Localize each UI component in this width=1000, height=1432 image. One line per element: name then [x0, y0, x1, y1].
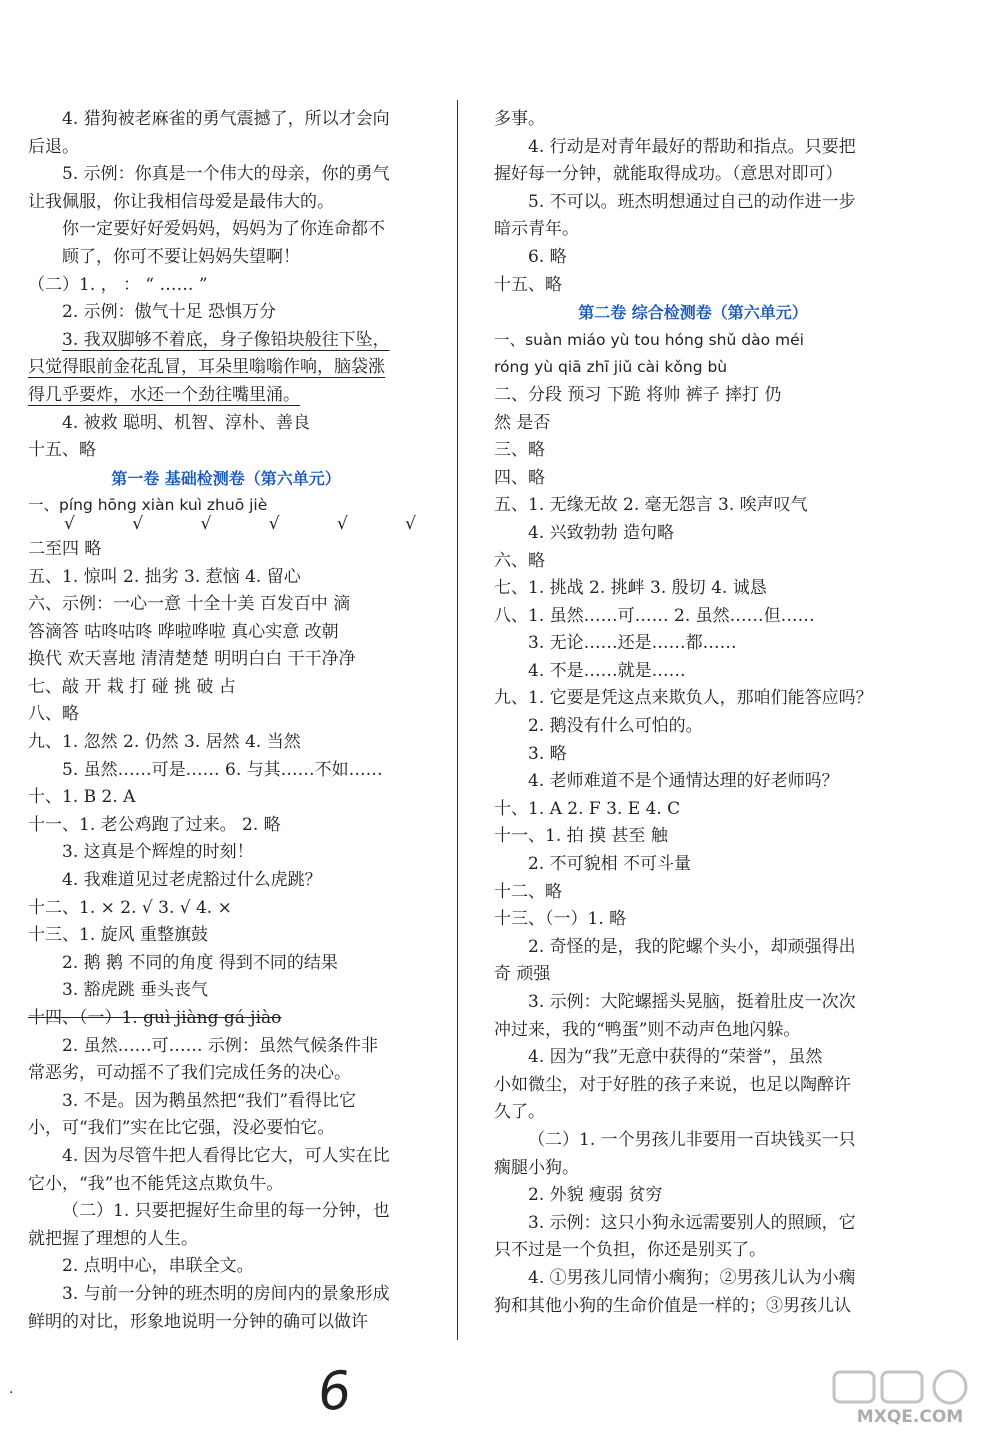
answer-line: （二）1. ， ： “ …… ”: [28, 274, 208, 295]
answer-line: 七、1. 挑战 2. 挑衅 3. 殷切 4. 诚恳: [494, 578, 767, 599]
answer-line: 八、略: [28, 704, 79, 725]
answer-line: 5. 不可以。班杰明想通过自己的动作进一步: [528, 191, 856, 212]
answer-line: 二至四 略: [28, 538, 102, 559]
answer-line: 2. 鹅 鹅 不同的角度 得到不同的结果: [62, 952, 338, 973]
answer-line: 4. 我难道见过老虎豁过什么虎跳？: [62, 870, 322, 891]
answer-line: róng yù qiā zhī jiǔ cài kǒng bù: [494, 358, 728, 377]
answer-line: 十二、1. × 2. √ 3. √ 4. ×: [28, 897, 232, 918]
answer-line: 十三、（一）1. 略: [494, 909, 627, 930]
answer-line: 3. 示例：这只小狗永远需要别人的照顾，它: [528, 1212, 856, 1233]
answer-line: 暗示青年。: [494, 219, 579, 240]
answer-line: 握好每一分钟，就能取得成功。（意思对即可）: [494, 164, 843, 185]
answer-line: 三、略: [494, 440, 545, 461]
answer-line: 六、略: [494, 550, 545, 571]
answer-line: √ √ √ √ √ √: [64, 513, 425, 534]
answer-line: 十二、略: [494, 881, 562, 902]
answer-line: 5. 虽然……可是…… 6. 与其……不如……: [62, 759, 383, 780]
answer-line: 二、分段 预习 下跪 将帅 裤子 摔打 仍: [494, 384, 782, 405]
answer-line: 狗和其他小狗的生命价值是一样的；③男孩儿认: [494, 1295, 851, 1316]
answer-line: 五、1. 无缘无故 2. 毫无怨言 3. 唉声叹气: [494, 495, 808, 516]
answer-line: 3. 这真是个辉煌的时刻！: [62, 842, 254, 863]
answer-line: 九、1. 忽然 2. 仍然 3. 居然 4. 当然: [28, 732, 301, 753]
left-column: [28, 106, 424, 1336]
answer-line: 八、1. 虽然……可…… 2. 虽然……但……: [494, 605, 815, 626]
answer-line: 6. 略: [528, 246, 567, 267]
answer-line: 常恶劣，可动摇不了我们完成任务的决心。: [28, 1063, 351, 1084]
answer-line: 3. 不是。因为鹅虽然把“我们”看得比它: [62, 1090, 357, 1111]
section-heading: 第一卷 基础检测卷（第六单元）: [111, 468, 341, 488]
answer-line: （二）1. 只要把握好生命里的每一分钟，也: [62, 1201, 390, 1222]
section-heading: 第二卷 综合检测卷（第六单元）: [578, 303, 808, 323]
answer-line: 4. 被救 聪明、机智、淳朴、善良: [62, 412, 311, 433]
answer-line: （二）1. 一个男孩儿非要用一百块钱买一只: [528, 1129, 856, 1150]
handwritten-page-number: 6: [314, 1360, 355, 1424]
answer-line: 十一、1. 拍 摸 甚至 触: [494, 826, 668, 847]
answer-line: 十、1. A 2. F 3. E 4. C: [494, 798, 681, 819]
answer-line: 4. ①男孩儿同情小瘸狗；②男孩儿认为小瘸: [528, 1267, 856, 1288]
answer-line: 瘸腿小狗。: [494, 1157, 579, 1178]
answer-line: 十五、略: [494, 274, 562, 295]
answer-line: 只不过是一个负担，你还是别买了。: [494, 1240, 766, 1261]
answer-line: 3. 略: [528, 743, 567, 764]
answer-line: 让我佩服，你让我相信母爱是最伟大的。: [28, 191, 334, 212]
answer-line: 然 是否: [494, 412, 551, 433]
answer-line: 你一定要好好爱妈妈，妈妈为了你连命都不: [62, 219, 385, 240]
answer-line: 七、敲 开 栽 打 碰 挑 破 占: [28, 676, 236, 697]
answer-line: 十五、略: [28, 440, 96, 461]
stray-mark: ·: [9, 1385, 14, 1401]
answer-line: 久了。: [494, 1102, 545, 1123]
answer-line: 3. 与前一分钟的班杰明的房间内的景象形成: [62, 1283, 390, 1304]
answer-line: 2. 外貌 瘦弱 贫穷: [528, 1185, 663, 1206]
column-divider: [457, 100, 458, 1340]
answer-line: 十四、（一）1. guì jiàng gá jiào: [28, 1008, 282, 1028]
answer-line: 4. 兴致勃勃 造句略: [528, 522, 675, 543]
answer-line: 4. 猎狗被老麻雀的勇气震撼了，所以才会向: [62, 109, 390, 129]
answer-line: 4. 老师难道不是个通情达理的好老师吗？: [528, 771, 839, 792]
answer-line: 4. 因为尽管牛把人看得比它大，可人实在比: [62, 1145, 390, 1166]
answer-line: 3. 豁虎跳 垂头丧气: [62, 980, 209, 1001]
answer-line: 2. 奇怪的是，我的陀螺个头小，却顽强得出: [528, 936, 856, 957]
watermark-text: MXQE.COM: [856, 1407, 964, 1426]
answer-line: 2. 虽然……可…… 示例：虽然气候条件非: [62, 1035, 379, 1056]
answer-line: 4. 不是……就是……: [528, 660, 686, 681]
answer-line: 得几乎要炸，水还一个劲往嘴里涌。: [28, 384, 300, 405]
answer-line: 3. 示例：大陀螺摇头晃脑，挺着肚皮一次次: [528, 992, 856, 1012]
answer-line: 后退。: [28, 136, 79, 157]
answer-line: 十一、1. 老公鸡跑了过来。 2. 略: [28, 814, 281, 835]
answer-line: 十三、1. 旋风 重整旗鼓: [28, 925, 209, 946]
answer-line: 2. 点明中心，串联全文。: [62, 1256, 254, 1277]
answer-line: 4. 行动是对青年最好的帮助和指点。只要把: [528, 136, 856, 157]
answer-line: 一、suàn miáo yù tou hóng shǔ dào méi: [494, 330, 804, 349]
answer-line: 四、略: [494, 467, 545, 488]
watermark-logo: [830, 1368, 990, 1426]
answer-line: 4. 因为“我”无意中获得的“荣誉”，虽然: [528, 1047, 823, 1068]
answer-line: 换代 欢天喜地 清清楚楚 明明白白 干干净净: [28, 649, 356, 670]
answer-line: 5. 示例：你真是一个伟大的母亲，你的勇气: [62, 164, 390, 185]
answer-line: 2. 鹅没有什么可怕的。: [528, 716, 703, 737]
answer-line: 小，可“我们”实在比它强，没必要怕它。: [28, 1118, 335, 1139]
answer-line: 六、示例：一心一意 十全十美 百发百中 滴: [28, 594, 351, 615]
answer-line: 顾了，你可不要让妈妈失望啊！: [62, 246, 300, 267]
answer-line: 一、píng hōng xiàn kuì zhuō jiè: [28, 496, 268, 515]
answer-line: 它小，“我”也不能凭这点欺负牛。: [28, 1173, 284, 1194]
answer-line: 十、1. B 2. A: [28, 787, 136, 808]
answer-line: 奇 顽强: [494, 964, 551, 985]
answer-line: 冲过来，我的“鸭蛋”则不动声色地闪躲。: [494, 1019, 801, 1040]
answer-line: 2. 不可貌相 不可斗量: [528, 854, 692, 875]
answer-line: 只觉得眼前金花乱冒，耳朵里嗡嗡作响，脑袋涨: [28, 357, 385, 378]
answer-line: 3. 无论……还是……都……: [528, 633, 737, 654]
answer-line: 九、1. 它要是凭这点来欺负人，那咱们能答应吗？: [494, 688, 873, 709]
right-column: [494, 106, 892, 1320]
answer-line: 五、1. 惊叫 2. 拙劣 3. 惹恼 4. 留心: [28, 566, 301, 587]
answer-line: 答滴答 咕咚咕咚 哗啦哗啦 真心实意 改朝: [28, 621, 339, 642]
answer-line: 就把握了理想的人生。: [28, 1228, 198, 1249]
answer-line: 小如微尘，对于好胜的孩子来说，也足以陶醉许: [494, 1074, 851, 1095]
answer-line: 3. 我双脚够不着底，身子像铅块般往下坠，: [62, 329, 390, 350]
answer-line: 多事。: [494, 109, 545, 129]
answer-line: 2. 示例：傲气十足 恐惧万分: [62, 302, 277, 323]
answer-line: 鲜明的对比，形象地说明一分钟的确可以做许: [28, 1311, 368, 1332]
